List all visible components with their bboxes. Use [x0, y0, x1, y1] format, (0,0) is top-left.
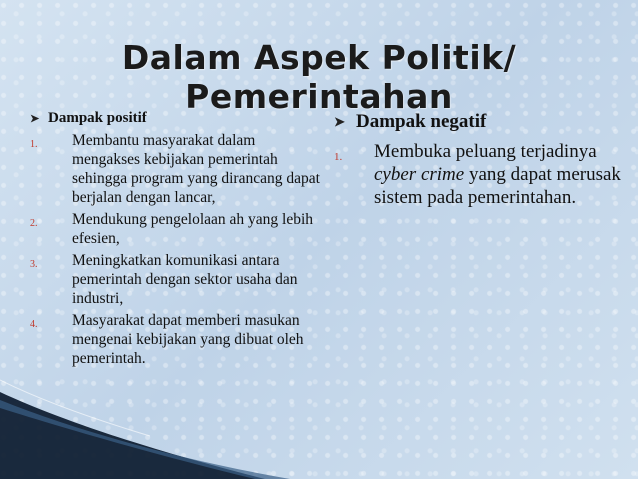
arrow-bullet-icon: ➤: [334, 114, 345, 129]
slide-title: Dalam Aspek Politik/ Pemerintahan: [121, 38, 517, 116]
item-text: Masyarakat dapat memberi masukan mengenai kebijakan yang dibuat oleh pemerintah.: [72, 312, 304, 367]
item-number: 4.: [30, 319, 38, 330]
negative-list: [334, 140, 624, 209]
item-text-start: Membuka peluang terjadinya: [374, 141, 597, 162]
item-text-italic: cyber crime: [374, 164, 465, 185]
item-text: Meningkatkan komunikasi antara pemerintah dengan sektor usaha dan industri,: [72, 252, 298, 307]
item-number: 3.: [30, 259, 38, 270]
item-number: 1.: [334, 151, 343, 163]
arrow-bullet-icon: ➤: [30, 112, 40, 125]
negative-impact-column: [334, 110, 624, 209]
item-text: Membantu masyarakat dalam mengakses kebijakan pemerintah sehingga program yang dirancang dapat berjalan dengan lancar,: [72, 132, 320, 206]
item-number: 1.: [30, 139, 38, 150]
negative-heading-label: Dampak negatif: [356, 111, 487, 132]
item-text: Mendukung pengelolaan ah yang lebih efesien,: [72, 211, 314, 247]
item-text: [374, 140, 624, 209]
item-text-end: yang dapat merusak sistem pada pemerintahan.: [374, 164, 621, 208]
item-number: 2.: [30, 218, 38, 229]
list-item: [334, 140, 624, 209]
negative-heading: [334, 110, 624, 134]
positive-heading-label: Dampak positif: [48, 109, 147, 126]
